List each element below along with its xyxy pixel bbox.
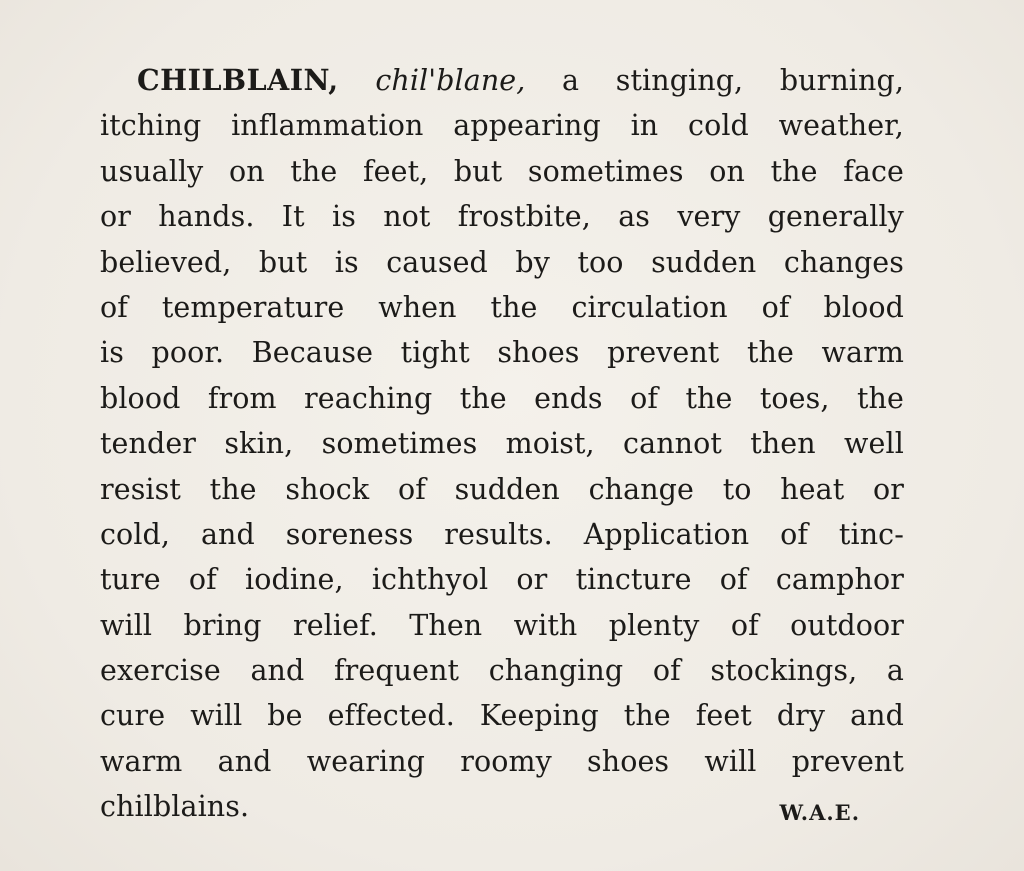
word: weather, — [778, 109, 904, 143]
word: warm — [821, 336, 904, 370]
word: outdoor — [790, 608, 904, 642]
word: and — [217, 744, 272, 778]
word: reaching — [304, 381, 433, 415]
word: on — [709, 154, 745, 188]
entry-line — [100, 285, 904, 330]
word: or — [516, 563, 548, 597]
word: very — [677, 200, 741, 234]
word: shoes — [587, 744, 670, 778]
word: from — [207, 381, 277, 415]
entry-line — [100, 421, 904, 466]
entry-line-1 — [100, 58, 904, 103]
word: shoes — [497, 336, 580, 370]
line-text: chilblains. — [100, 790, 250, 824]
word: change — [588, 472, 694, 506]
word: circulation — [571, 290, 728, 324]
word: a — [562, 64, 580, 97]
word: appearing — [453, 109, 601, 143]
word: the — [209, 472, 257, 506]
word: prevent — [607, 336, 720, 370]
word: Keeping — [479, 699, 599, 733]
headword: CHILBLAIN, — [137, 63, 339, 97]
word: and — [200, 517, 255, 551]
word: It — [281, 200, 305, 234]
word: in — [630, 109, 659, 143]
word: too — [577, 245, 624, 279]
entry-line — [100, 557, 904, 602]
word: poor. — [151, 336, 225, 370]
word: sometimes — [321, 427, 478, 461]
word: tender — [100, 427, 197, 461]
word: will — [190, 699, 243, 733]
word: cold — [688, 109, 749, 143]
word: of — [761, 290, 790, 324]
word: hands. — [158, 200, 255, 234]
word: roomy — [460, 744, 552, 778]
word: is — [334, 245, 359, 279]
word: of — [630, 381, 659, 415]
word: camphor — [775, 563, 904, 597]
word: tincture — [575, 563, 692, 597]
word: the — [459, 381, 507, 415]
word: tight — [400, 336, 470, 370]
word: moist, — [505, 427, 595, 461]
word: changing — [488, 654, 624, 688]
word: then — [750, 427, 816, 461]
word: cannot — [623, 427, 722, 461]
word: or — [100, 200, 131, 234]
word: but — [258, 245, 308, 279]
entry-line — [100, 376, 904, 421]
word: the — [290, 154, 338, 188]
word: dry — [776, 699, 826, 733]
word: of — [188, 563, 217, 597]
word: of — [397, 472, 426, 506]
entry-line — [100, 194, 904, 239]
word: is — [331, 200, 356, 234]
word: stockings, — [710, 654, 858, 688]
word: ends — [534, 381, 603, 415]
word: will — [704, 744, 757, 778]
word: the — [770, 154, 818, 188]
word: plenty — [608, 608, 700, 642]
word: ichthyol — [371, 563, 489, 597]
word: the — [746, 336, 794, 370]
word: by — [515, 245, 550, 279]
entry-line — [100, 149, 904, 194]
entry-line — [100, 512, 904, 557]
word: soreness — [285, 517, 414, 551]
word: of — [100, 290, 128, 324]
word: changes — [783, 245, 904, 279]
word: cold, — [100, 517, 171, 551]
word: and — [250, 654, 305, 688]
word: as — [618, 200, 651, 234]
word: the — [490, 290, 538, 324]
word: well — [844, 427, 904, 461]
word: ture — [100, 563, 161, 597]
word: sometimes — [527, 154, 684, 188]
entry-line — [100, 103, 904, 148]
word: sudden — [454, 472, 560, 506]
word: itching — [100, 109, 202, 143]
word: burning, — [779, 64, 904, 97]
word: generally — [767, 200, 904, 234]
word: of — [780, 517, 808, 551]
word: Application — [583, 517, 750, 551]
word: exercise — [100, 654, 221, 688]
word: on — [229, 154, 265, 188]
word: sudden — [651, 245, 757, 279]
word: tinc- — [838, 517, 904, 551]
word: iodine, — [245, 563, 344, 597]
entry-line — [100, 240, 904, 285]
word: usually — [100, 154, 204, 188]
entry-line — [100, 648, 904, 693]
word: believed, — [100, 245, 232, 279]
word: the — [856, 381, 904, 415]
author-signature: W.A.E. — [779, 800, 860, 826]
word: to — [722, 472, 752, 506]
word: the — [685, 381, 733, 415]
word: will — [100, 608, 153, 642]
word: warm — [100, 744, 183, 778]
word: of — [730, 608, 759, 642]
word: cure — [100, 699, 166, 733]
word: blood — [823, 290, 904, 324]
word: heat — [780, 472, 845, 506]
word: skin, — [224, 427, 294, 461]
word: when — [378, 290, 457, 324]
word: blood — [100, 381, 181, 415]
word: Then — [409, 608, 483, 642]
pronunciation: chil'blane, — [375, 64, 526, 97]
word: frostbite, — [457, 200, 591, 234]
word: be — [267, 699, 303, 733]
word: a — [886, 654, 904, 688]
word: but — [453, 154, 503, 188]
word: with — [513, 608, 578, 642]
word: results. — [444, 517, 553, 551]
word: the — [623, 699, 671, 733]
word: feet, — [362, 154, 429, 188]
entry-line — [100, 603, 904, 648]
word: feet — [695, 699, 752, 733]
word: or — [873, 472, 904, 506]
entry-line-last — [100, 784, 904, 829]
word: relief. — [292, 608, 378, 642]
encyclopedia-entry — [100, 58, 904, 830]
word: stinging, — [615, 64, 744, 97]
word: wearing — [306, 744, 426, 778]
word: not — [383, 200, 431, 234]
word: and — [850, 699, 904, 733]
word: caused — [386, 245, 488, 279]
entry-line — [100, 693, 904, 738]
word: resist — [100, 472, 181, 506]
word: is — [100, 336, 124, 370]
entry-line — [100, 739, 904, 784]
word: Because — [251, 336, 374, 370]
word: effected. — [327, 699, 455, 733]
word: frequent — [333, 654, 460, 688]
word: of — [652, 654, 681, 688]
word: toes, — [759, 381, 830, 415]
entry-line — [100, 467, 904, 512]
word: of — [719, 563, 748, 597]
word: inflammation — [231, 109, 424, 143]
word: temperature — [161, 290, 345, 324]
word: shock — [285, 472, 370, 506]
entry-line — [100, 330, 904, 375]
word: face — [843, 154, 904, 188]
word: bring — [183, 608, 262, 642]
word: prevent — [791, 744, 904, 778]
